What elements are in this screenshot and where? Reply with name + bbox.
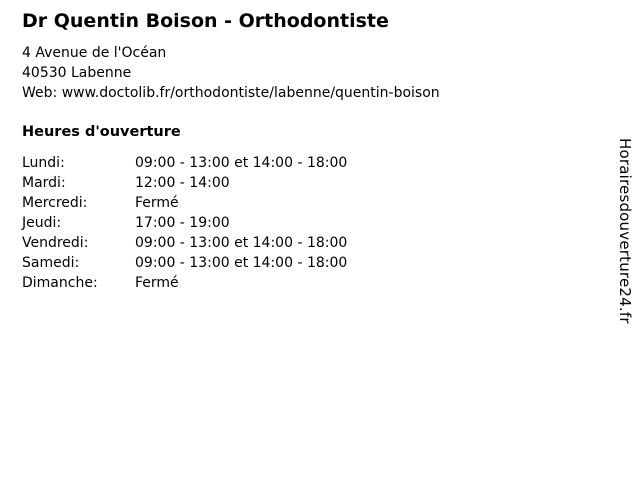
day-label: Mercredi: xyxy=(22,195,88,211)
address-postal-city: 40530 Labenne xyxy=(22,65,132,81)
opening-hours-heading: Heures d'ouverture xyxy=(22,124,181,140)
day-hours: Fermé xyxy=(135,195,179,211)
day-label: Mardi: xyxy=(22,175,66,191)
page-title: Dr Quentin Boison - Orthodontiste xyxy=(22,10,389,32)
table-row xyxy=(22,215,435,235)
website-line: Web: www.doctolib.fr/orthodontiste/labenne/quentin-boison xyxy=(22,85,440,101)
day-hours: 12:00 - 14:00 xyxy=(135,175,230,191)
day-label: Dimanche: xyxy=(22,275,98,291)
day-hours: 09:00 - 13:00 et 14:00 - 18:00 xyxy=(135,235,348,251)
day-hours: 09:00 - 13:00 et 14:00 - 18:00 xyxy=(135,155,348,171)
watermark-text: Horairesdouverture24.fr xyxy=(616,138,634,324)
day-label: Jeudi: xyxy=(22,215,62,231)
opening-hours-table xyxy=(22,155,435,295)
day-hours: 17:00 - 19:00 xyxy=(135,215,230,231)
table-row xyxy=(22,275,435,295)
table-row xyxy=(22,155,435,175)
address-street: 4 Avenue de l'Océan xyxy=(22,45,167,61)
day-label: Samedi: xyxy=(22,255,80,271)
table-row xyxy=(22,195,435,215)
day-label: Vendredi: xyxy=(22,235,89,251)
table-row xyxy=(22,175,435,195)
day-hours: Fermé xyxy=(135,275,179,291)
table-row xyxy=(22,255,435,275)
day-hours: 09:00 - 13:00 et 14:00 - 18:00 xyxy=(135,255,348,271)
table-row xyxy=(22,235,435,255)
day-label: Lundi: xyxy=(22,155,65,171)
